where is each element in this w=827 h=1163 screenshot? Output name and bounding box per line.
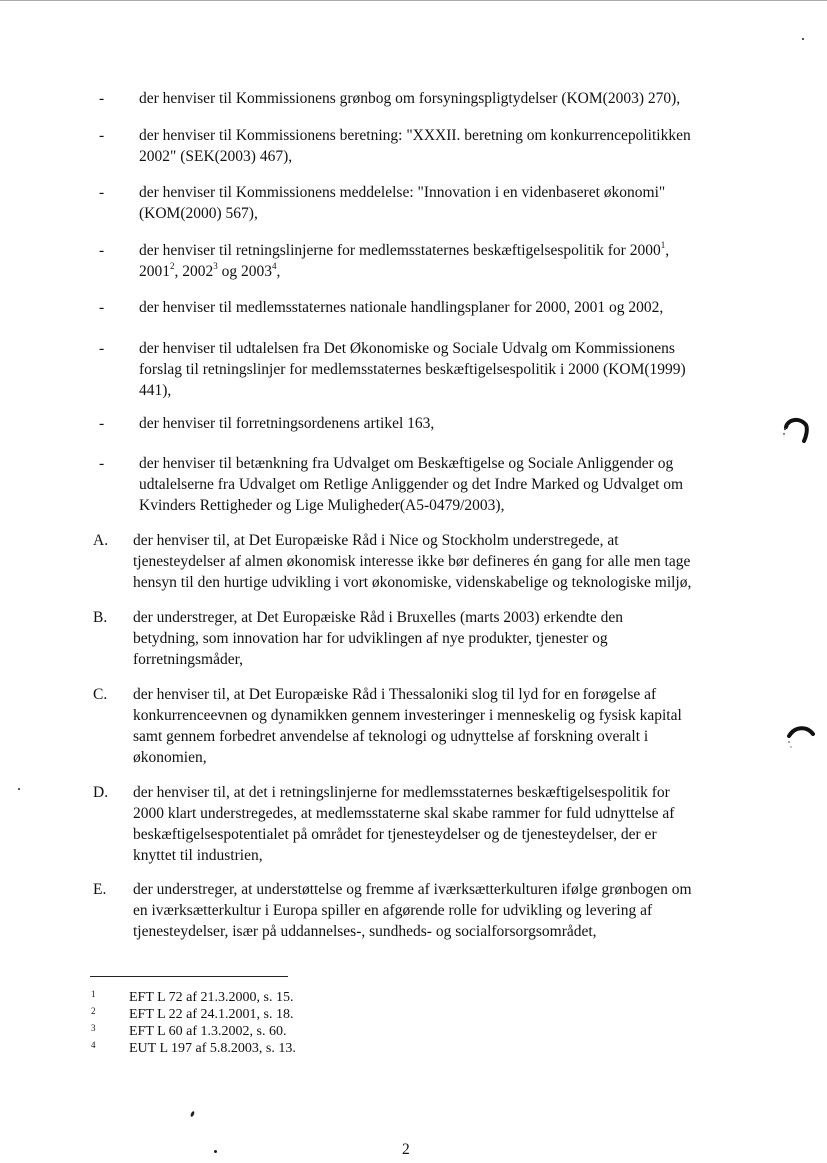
footnote-text: EFT L 60 af 1.3.2002, s. 60. (129, 1024, 287, 1039)
item-text: (KOM(2000) 567), (139, 205, 258, 222)
footnote-text: EFT L 72 af 21.3.2000, s. 15. (129, 990, 294, 1005)
scan-speck (18, 788, 20, 790)
item-text: der henviser til, at det i retningslinjerne for medlemsstaternes beskæftigelsespolitik for (133, 784, 670, 801)
item-text: der henviser til, at Det Europæiske Råd i Thessaloniki slog til lyd for en forøgelse af (133, 686, 657, 703)
item-text: hensyn til den hurtige udvikling i vort økonomiske, videnskabelige og teknologiske miljø, (133, 574, 692, 591)
item-text: der henviser til, at Det Europæiske Råd i Nice og Stockholm understregede, at (133, 532, 619, 549)
page-number: 2 (402, 1141, 410, 1158)
item-text: konkurrenceevnen og dynamikken gennem investeringer i menneskelig og fysisk kapital (133, 707, 682, 724)
item-marker: - (99, 242, 105, 259)
item-text: der henviser til Kommissionens grønbog om forsyningspligtydelser (KOM(2003) 270), (139, 90, 681, 107)
item-text: en iværksætterkultur i Europa spiller en afgørende rolle for udvikling og levering af (133, 902, 653, 919)
item-marker: D. (93, 784, 109, 801)
item-text: Kvinders Rettigheder og Lige Muligheder(A5-0479/2003), (139, 497, 505, 514)
item-marker: - (99, 415, 105, 432)
item-text: der henviser til forretningsordenens artikel 163, (139, 415, 435, 432)
item-marker: B. (93, 609, 108, 626)
item-text: udtalelserne fra Udvalget om Retlige Anliggender og det Indre Marked og Udvalget om (139, 476, 684, 493)
item-text: der henviser til betænkning fra Udvalget om Beskæftigelse og Sociale Anliggender og (139, 455, 674, 472)
item-text: der understreger, at understøttelse og fremme af iværksætterkulturen ifølge grønbogen om (133, 881, 692, 898)
item-text: betydning, som innovation har for udviklingen af nye produkter, tjenester og (133, 630, 608, 647)
item-text: forslag til retningslinjer for medlemsstaternes beskæftigelsespolitik i 2000 (KOM(1999) (139, 361, 686, 378)
item-text: der henviser til Kommissionens meddelelse: "Innovation i en videnbaseret økonomi" (139, 184, 666, 201)
item-marker: - (99, 184, 105, 201)
scan-top-edge (0, 0, 827, 1)
footnote-separator (90, 976, 288, 977)
footnote-number: 1 (91, 989, 96, 999)
item-text: tjenesteydelser, især på uddannelses-, sundheds- og socialforsorgsområdet, (133, 923, 597, 940)
item-marker: - (99, 340, 105, 357)
item-text: 2000 klart understregedes, at medlemsstaterne skal skabe rammer for fuld udnyttelse af (133, 805, 675, 822)
item-marker: A. (93, 532, 109, 549)
footnote-text: EFT L 22 af 24.1.2001, s. 18. (129, 1007, 294, 1022)
item-text: der henviser til retningslinjerne for medlemsstaternes beskæftigelsespolitik for 2000$^1$, (139, 239, 670, 259)
scan-speck (214, 1150, 217, 1153)
footnote-number: 3 (91, 1023, 96, 1033)
item-text: samt gennem forbedret anvendelse af teknologi og udnyttelse af forskning overalt i (133, 728, 649, 745)
item-text: der understreger, at Det Europæiske Råd i Bruxelles (marts 2003) erkendte den (133, 609, 624, 626)
item-marker: E. (93, 881, 107, 898)
item-marker: C. (93, 686, 108, 703)
item-marker: - (99, 455, 105, 472)
item-text: økonomien, (133, 749, 207, 766)
item-text: knyttet til industrien, (133, 847, 263, 864)
scan-speck (802, 38, 804, 40)
item-marker: - (99, 90, 105, 107)
item-marker: - (99, 127, 105, 144)
hole-punch-mark-icon (780, 415, 810, 445)
footnote-text: EUT L 197 af 5.8.2003, s. 13. (129, 1041, 296, 1056)
item-text: 2002" (SEK(2003) 467), (139, 148, 293, 165)
scan-speck (190, 1111, 195, 1118)
hole-punch-mark-icon (785, 722, 817, 752)
item-text: der henviser til medlemsstaternes nationale handlingsplaner for 2000, 2001 og 2002, (139, 299, 664, 316)
item-text: beskæftigelsespotentialet på området for tjenesteydelser og de tjenesteydelser, der er (133, 826, 657, 843)
footnote-number: 2 (91, 1006, 96, 1016)
item-text: der henviser til udtalelsen fra Det Økonomiske og Sociale Udvalg om Kommissionens (139, 340, 675, 357)
item-text: tjenesteydelser af almen økonomisk interesse ikke bør defineres én gang for alle men tage (133, 553, 691, 570)
item-text: 441), (139, 382, 172, 399)
footnote-number: 4 (91, 1040, 96, 1050)
item-text: forretningsmåder, (133, 651, 243, 668)
item-text: der henviser til Kommissionens beretning: "XXXII. beretning om konkurrencepolitikken (139, 127, 691, 144)
item-text: 2001$^2$, 2002$^3$ og 2003$^4$, (139, 260, 281, 280)
item-marker: - (99, 299, 105, 316)
